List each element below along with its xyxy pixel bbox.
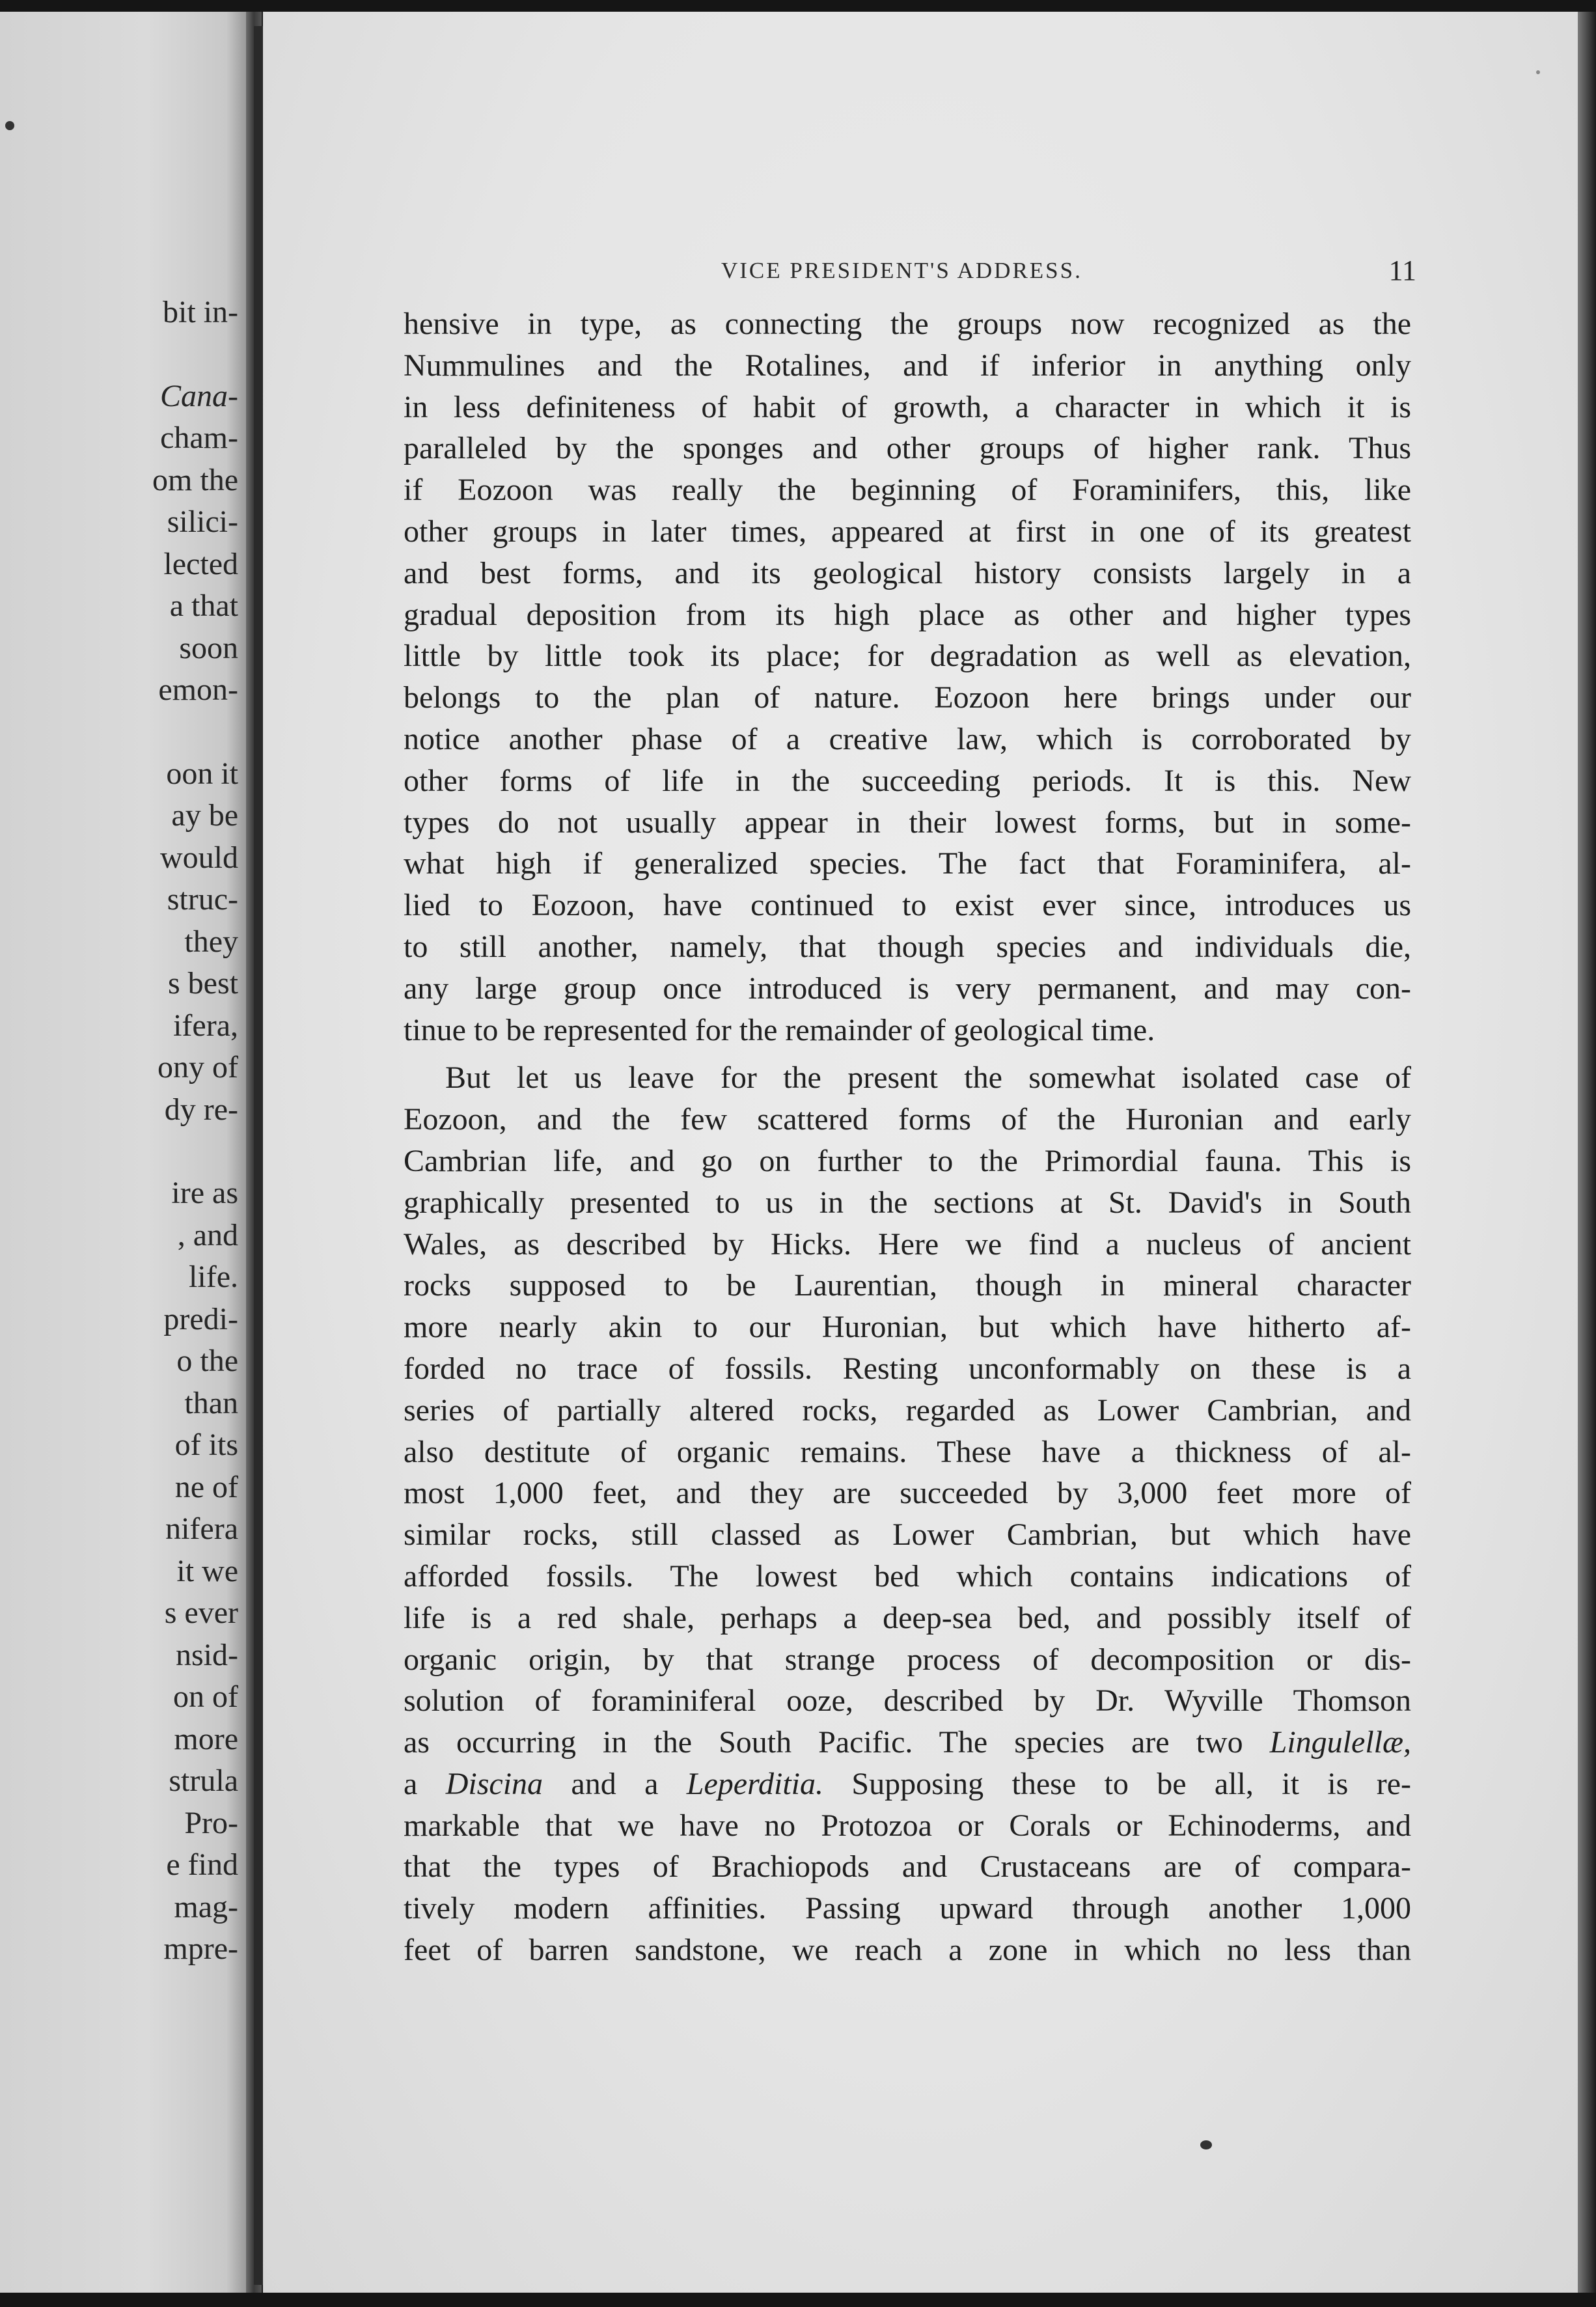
- paragraph-2: [404, 1057, 1411, 1722]
- body-text: [404, 303, 1411, 1971]
- ink-speck: [5, 121, 14, 130]
- left-text-fragment: emon-: [158, 672, 238, 707]
- page-number: 11: [1388, 255, 1416, 286]
- left-text-fragment: than: [184, 1385, 238, 1420]
- page-spine-line: [254, 26, 263, 2285]
- text-line: Cambrian life, and go on further to the Primordial fauna. This is: [404, 1143, 1411, 1178]
- text-line: a Discina and a Leperditia. Supposing these to be all, it is re-: [404, 1766, 1412, 1801]
- text-line: markable that we have no Protozoa or Corals or Echinoderms, and: [404, 1808, 1411, 1843]
- text-line: life is a red shale, perhaps a deep-sea bed, and possibly itself of: [404, 1600, 1411, 1635]
- left-text-fragment: a that: [169, 588, 238, 623]
- left-text-fragment: nifera: [165, 1512, 238, 1546]
- left-page-text: [4, 292, 238, 1970]
- left-text-fragment: o the: [176, 1344, 238, 1378]
- text-line: notice another phase of a creative law, which is corroborated by: [404, 721, 1411, 756]
- left-text-fragment: , and: [177, 1217, 238, 1252]
- left-text-fragment: dy re-: [164, 1092, 238, 1127]
- text-line: Wales, as described by Hicks. Here we find a nucleus of ancient: [404, 1226, 1411, 1262]
- left-text-fragment: struc-: [167, 882, 238, 917]
- left-text-fragment: ne of: [174, 1469, 238, 1504]
- text-line: series of partially altered rocks, regarded as Lower Cambrian, and: [404, 1392, 1411, 1428]
- text-line: paralleled by the sponges and other groups of higher rank. Thus: [404, 431, 1411, 466]
- text-line: belongs to the plan of nature. Eozoon here brings under our: [404, 680, 1411, 715]
- paragraph-1: [404, 303, 1411, 1051]
- text-line: that the types of Brachiopods and Crustaceans are of compara-: [404, 1849, 1411, 1885]
- text-line: tinue to be represented for the remainder of geological time.: [404, 1012, 1155, 1047]
- left-text-fragment: mag-: [174, 1889, 238, 1924]
- text-line: in less definiteness of habit of growth, a character in which it is: [404, 389, 1411, 424]
- text-line: types do not usually appear in their lowest forms, but in some-: [404, 805, 1411, 840]
- text-line: little by little took its place; for degradation as well as elevation,: [404, 639, 1411, 674]
- left-text-fragment: nsid-: [176, 1637, 238, 1672]
- left-text-fragment: ay be: [171, 798, 238, 833]
- left-text-fragment: ifera,: [173, 1008, 238, 1043]
- left-text-fragment: it we: [176, 1553, 238, 1588]
- text-line: other forms of life in the succeeding periods. It is this. New: [404, 763, 1411, 798]
- text-line: lied to Eozoon, have continued to exist ever since, introduces us: [404, 888, 1411, 923]
- left-text-fragment: more: [174, 1721, 238, 1756]
- left-text-fragment: ony of: [158, 1050, 238, 1084]
- text-line: and best forms, and its geological history consists largely in a: [404, 555, 1411, 590]
- text-line: feet of barren sandstone, we reach a zone in which no less than: [404, 1933, 1411, 1968]
- text-line: to still another, namely, that though species and individuals die,: [404, 929, 1411, 964]
- text-line: solution of foraminiferal ooze, described by Dr. Wyville Thomson: [404, 1683, 1411, 1719]
- text-line: if Eozoon was really the beginning of Foraminifers, this, like: [404, 473, 1411, 508]
- text-line: any large group once introduced is very permanent, and may con-: [404, 971, 1411, 1006]
- left-text-fragment: would: [160, 840, 238, 875]
- left-text-fragment: s ever: [164, 1596, 238, 1630]
- text-line: Nummulines and the Rotalines, and if inferior in anything only: [404, 348, 1411, 383]
- left-text-fragment: on of: [173, 1679, 238, 1714]
- text-line: organic origin, by that strange process of decomposition or dis-: [404, 1642, 1411, 1677]
- text-line: gradual deposition from its high place as other and higher types: [404, 597, 1411, 632]
- left-text-fragment: cham-: [160, 421, 238, 455]
- text-line: also destitute of organic remains. These have a thickness of al-: [404, 1434, 1411, 1469]
- left-text-fragment: ire as: [171, 1176, 238, 1210]
- left-text-fragment: e find: [166, 1847, 238, 1882]
- left-text-fragment: [4, 334, 238, 376]
- scan-edge-bottom: [0, 2293, 1596, 2307]
- left-text-fragment: of its: [174, 1428, 238, 1462]
- ink-speck: [1536, 70, 1540, 74]
- left-text-fragment: Cana-: [160, 378, 238, 413]
- text-line: more nearly akin to our Huronian, but which have hitherto af-: [404, 1310, 1411, 1345]
- text-line: afforded fossils. The lowest bed which contains indications of: [404, 1558, 1411, 1594]
- text-line: But let us leave for the present the somewhat isolated case of: [445, 1060, 1411, 1096]
- left-text-fragment: soon: [179, 630, 238, 665]
- text-line: similar rocks, still classed as Lower Cambrian, but which have: [404, 1517, 1411, 1553]
- left-text-fragment: s best: [168, 966, 238, 1001]
- text-line: what high if generalized species. The fact that Foraminifera, al-: [404, 846, 1411, 881]
- taxon-name: Lingulellæ,: [1269, 1725, 1411, 1760]
- paragraph-2-end: [404, 1805, 1411, 1971]
- left-text-fragment: life.: [189, 1260, 238, 1294]
- left-text-fragment: oon it: [166, 756, 238, 791]
- left-text-fragment: [4, 711, 238, 753]
- text-line: graphically presented to us in the sections at St. David's in South: [404, 1185, 1411, 1220]
- left-text-fragment: om the: [152, 462, 238, 497]
- left-text-fragment: [4, 1131, 238, 1172]
- left-page-fragment: [0, 12, 246, 2293]
- ink-speck: [1200, 2140, 1212, 2149]
- left-text-fragment: Pro-: [184, 1805, 238, 1840]
- scan-edge-top: [0, 0, 1596, 12]
- running-head: VICE PRESIDENT'S ADDRESS.: [721, 258, 1082, 283]
- left-text-fragment: strula: [169, 1763, 238, 1798]
- text-line: other groups in later times, appeared at first in one of its greatest: [404, 514, 1411, 549]
- text-line: as occurring in the South Pacific. The species are two Lingulellæ,: [404, 1725, 1411, 1760]
- text-line: forded no trace of fossils. Resting unconformably on these is a: [404, 1351, 1411, 1386]
- left-text-fragment: silici-: [167, 504, 238, 539]
- text-line: Eozoon, and the few scattered forms of the Huronian and early: [404, 1102, 1411, 1137]
- text-line: rocks supposed to be Laurentian, though in mineral character: [404, 1268, 1411, 1303]
- left-text-fragment: they: [184, 924, 238, 959]
- left-text-fragment: mpre-: [163, 1931, 238, 1966]
- text-line: hensive in type, as connecting the groups now recognized as the: [404, 307, 1411, 341]
- left-text-fragment: predi-: [163, 1301, 238, 1336]
- left-text-fragment: bit in-: [163, 295, 238, 329]
- text-line: tively modern affinities. Passing upward through another 1,000: [404, 1891, 1411, 1926]
- right-edge-shadow: [1578, 12, 1596, 2293]
- taxon-name: Leperditia.: [686, 1766, 824, 1801]
- left-text-fragment: lected: [163, 546, 238, 581]
- text-line: most 1,000 feet, and they are succeeded by 3,000 feet more of: [404, 1476, 1411, 1511]
- page-header: [721, 254, 1416, 288]
- taxon-name: Discina: [445, 1766, 543, 1801]
